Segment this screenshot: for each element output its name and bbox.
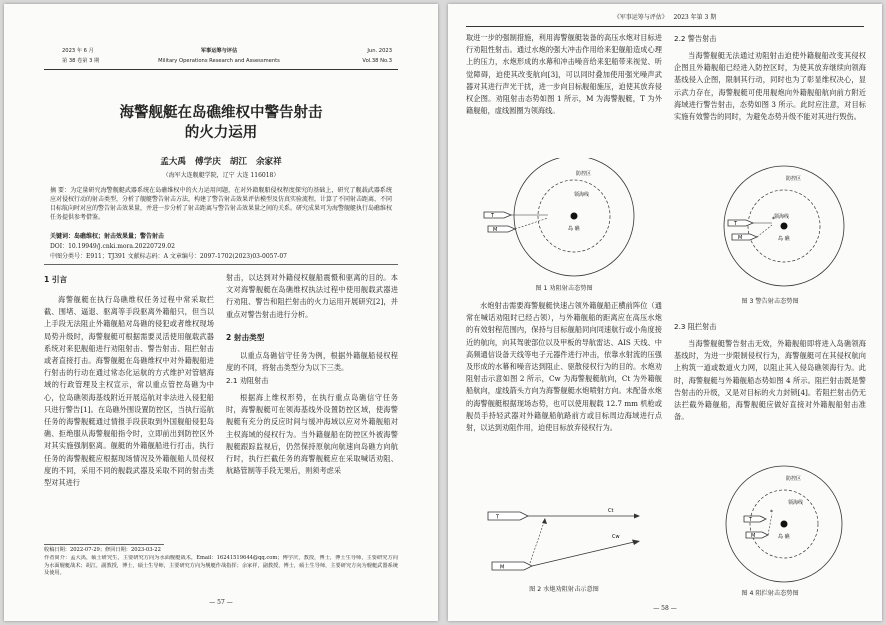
fig3-label-territorial: 领海线 — [774, 214, 790, 220]
section-2-body: 以重点岛礁信守任务为例，根据外籍舰船侵权程度的不同，将射击类型分为以下三类。 — [226, 351, 398, 373]
figure-1-caption: 图 1 劝阻射击态势图 — [535, 285, 593, 292]
section-1-body: 海警舰艇在执行岛礁维权任务过程中常采取拦截、围堵、逼退、驱离等手段驱离外籍船只，但当以上手段无法阻止外籍舰船对岛礁的侵犯或者维权现场局势升级时，海警舰艇可根据需要灵活使用舰载武器系统对来犯舰船进行劝阻射击、警告射击、阻拦射击或者直接打击。海警舰艇在岛礁维权中对外籍舰船进行射击的行动在通过常态化运航的方式维护对管辖海域的行政管理及主权宣示，常以重点管控岛礁为中心，位岛礁领海基线附近开展巡航对非法进入侵犯船只进行警告[1]。在岛礁外围设置防控区，当执行巡航任务的海警舰艇通过情报手段获取到外国舰船侵犯岛礁、拒绝服从海警舰船指令时，立即前出到防控区外对其实施强制驱离。舰艇的外籍舰船进行打击，执行任务的海警舰艇应根据现场情况及外籍舰船人员侵权度的不同，采用不同的舰载武器及采取不同的射击类型对其进行 — [44, 295, 214, 488]
paper-authors: 孟大禹 傅学庆 胡江 余家祥 — [160, 157, 282, 167]
fig4-fire-line — [768, 514, 772, 535]
fig4-ship-T — [744, 516, 766, 522]
paper-doi: DOI：10.19949/j.cnki.mora.20220729.02 — [50, 243, 175, 250]
figure-3-caption: 图 3 警告射击态势图 — [741, 298, 799, 305]
fig2-ship-T — [488, 512, 528, 520]
fig3-label-island: 岛 礁 — [778, 236, 790, 242]
paper-classification: 中图分类号：E911；TJ391 文献标志码：A 文章编号：2097-1702(2023)03-0057-07 — [50, 253, 287, 260]
fig2-Cw-arrow — [632, 540, 640, 546]
fig1-label-M: M — [493, 227, 498, 233]
header-right — [478, 13, 852, 22]
header-volume-en: Vol.38 No.3 — [362, 58, 392, 64]
fig1-label-defense-zone: 防控区 — [576, 171, 592, 177]
fig1-label-T: T — [491, 213, 495, 219]
fig3-ship-M — [732, 234, 757, 240]
page-number-right: — 58 — — [653, 605, 677, 612]
section-2-title: 2 射击类型 — [226, 333, 265, 342]
footnote-authors: 作者简介：孟大禹，硕士研究生，主要研究方向为水面舰艇战术，Email：16241519644@qq.com；傅学庆，教授，博士，博士生导师，主要研究方向为水面舰艇战术；胡江，副教授，博士，硕士生导师，主要研究方向为舰艇作战指挥；余家祥，副教授，博士，硕士生导师，主要研究方向为舰艇武器系统及使用。 — [44, 555, 398, 577]
col1-mid-text: 水炮射击需要海警舰艇快速占领外籍舰船正横前阵位（通常在喊话劝阻时已经占领），与外籍舰船的距离应在高压水炮的有效射程范围内，保持与目标舰船同向同速航行或小角度接近的航向，向其驾驶部位以及甲板的导航雷达、AIS 天线、中高频通信设备天线等电子元器件进行冲击，依靠水射流的压强及形成的水幕和噪音达到阻止、驱散侵权行为的目的。水炮劝阻射击示意如图 2 所示，Cw 为海警舰艇航向，Ct 为外籍舰船航向，虚线箭头方向为海警舰艇水炮喷射方向。未配备水炮的海警舰艇根据现场态势，也可以使用舰载 12.7 mm 机枪或舰员手持轻武器对外籍舰船航路前方或目标周边海域进行点射，以达到劝阻作用，迫使目标放弃侵权行为。 — [466, 301, 662, 433]
fig1-ship-T — [484, 212, 511, 218]
fig1-M-course — [515, 218, 548, 229]
fig2-label-T: T — [496, 514, 500, 521]
paper-title-line1: 海警舰艇在岛礁维权中警告射击 — [119, 105, 323, 121]
fig4-label-island: 岛 礁 — [778, 534, 790, 540]
fig4-label-M: M — [751, 533, 756, 539]
header-rule-right — [466, 26, 864, 27]
fig4-ship-M — [746, 532, 768, 538]
fig4-label-T: T — [749, 517, 753, 523]
fig2-label-Ct: Ct — [608, 508, 614, 514]
col1-top-text: 取进一步的强制措施，利用海警舰艇装备的高压水炮对目标进行劝阻性射击。通过水炮的强大冲击作用给来犯舰船造成心理上的压力，水炮形成的水幕和冲击噪音给来犯船带来视觉、听觉障碍，迫使其改变航向[3]，可以同时叠加使用强光噪声武器对其进行声光干扰，进一步向目标舰船施压，迫使其放弃侵权企图。劝阻射击态势如图 1 所示，M 为海警舰艇，T 为外籍舰船，虚线圆圈为领海线。 — [466, 33, 662, 116]
footnote-dates: 收稿日期：2022-07-29；修回日期：2023-03-22 — [44, 547, 161, 553]
section-2-2-title: 2.2 警告射击 — [674, 34, 717, 43]
fig1-label-territorial: 领海线 — [574, 192, 590, 198]
header-journal-cn: 军事运筹与评估 — [200, 48, 238, 54]
fig4-label-defense-zone: 防控区 — [786, 476, 802, 482]
section-2-3-title: 2.3 阻拦射击 — [674, 322, 717, 331]
figure-3 — [688, 164, 856, 292]
page-number-left: — 57 — — [209, 599, 233, 606]
fig2-Cw-line — [532, 542, 634, 566]
abstract-rule — [44, 264, 398, 265]
header-rule — [44, 69, 398, 70]
section-2-1-body: 根据海上维权形势，在执行重点岛礁信守任务时，海警舰艇可在领海基线外设置防控区域，使海警舰艇有充分的反应时间与缓冲海域以应对外籍舰船对主权海域的侵权行为。当外籍舰船在防控区外被海警舰艇跟踪监视后，仍然保持原航向航速向岛礁方向航行时，执行拦截任务的海警舰艇应在采取喊话劝阻、航路管制等手段无果后，则须考虑采 — [226, 393, 398, 476]
section-2-1-title: 2.1 劝阻射击 — [226, 376, 269, 385]
figure-4 — [688, 462, 856, 586]
fig3-label-M: M — [738, 235, 743, 241]
fig1-label-island: 岛 礁 — [568, 226, 580, 232]
fig2-Ct-arrow — [634, 514, 640, 519]
fig2-water-jet-line — [530, 522, 544, 563]
figure-2 — [484, 506, 652, 578]
fig3-island — [781, 223, 788, 230]
paper-title-line2: 的火力运用 — [184, 125, 258, 141]
section-2-3-body: 当海警舰艇警告射击无效，外籍舰船即将进入岛礁领海基线时，为进一步限制侵权行为，海警舰艇可在其侵权航向上构筑一道或数道火力网，以阻止其入侵岛礁领海行为。此时，海警舰艇与外籍舰船态势如图 4 所示。阻拦射击既是警告射击的升级，又是对目标的火力封锁[4]。若阻拦射击仍无法拦截外籍舰船，海警舰艇应做好直接对外籍舰船射击准备。 — [674, 339, 866, 422]
left-page — [4, 4, 438, 621]
fig4-island — [781, 521, 788, 528]
header-journal-en: Military Operations Research and Assessments — [158, 58, 280, 64]
fig3-label-T: T — [734, 221, 738, 227]
fig2-ship-M — [492, 562, 532, 570]
header-date-en: Jun. 2023 — [367, 48, 392, 54]
figure-1 — [478, 158, 654, 280]
section-1-title: 1 引言 — [44, 275, 68, 284]
fig2-label-Cw: Cw — [612, 534, 620, 540]
paper-abstract: 摘 要：为定量研究海警舰艇武器系统在岛礁维权中的火力运用问题，在对外籍舰船侵权程度探究的基础上，研究了舰载武器系统应对侵权行动的射击类型，分析了舰艇警告射击方法，构建了警告射击效果评估模型及仿真实验流程，计算了不同射击距离、不同目标航向时对应的警告射击效果量，并进一步分析了射击距离与警告射击效果量之间的关系。研究成果可为海警舰艇执行岛礁维权任务提供参考借鉴。 — [50, 187, 392, 221]
fig3-ship-T — [728, 220, 753, 226]
fig1-island — [571, 213, 578, 220]
col2-intro-text: 射击，以达到对外籍侵权舰船震慑和驱离的目的。本文对海警舰艇在岛礁维权执法过程中使用舰载武器进行劝阻、警告和阻拦射击的火力运用开展研究[2]，并重点对警告射击进行分析。 — [226, 273, 398, 319]
right-page — [448, 4, 882, 621]
header-journal: 《军事运筹与评估》 — [613, 14, 668, 21]
figure-4-caption: 图 4 阻拦射击态势图 — [741, 590, 799, 597]
footnote-rule — [44, 544, 164, 545]
fig4-label-territorial: 领海线 — [788, 500, 804, 506]
header-date: 2023 年 6 月 — [62, 48, 94, 54]
fig2-label-M: M — [500, 564, 505, 571]
section-2-2-body: 当海警舰艇无法通过劝阻射击迫使外籍舰船改变其侵权企图且外籍舰船已经进入防控区时，为使其放弃继续向领海基线侵入企图，限制其行动，同时也为了彰显维权决心，显示武力存在，海警舰艇可使用舰炮向外籍舰船航向前方附近海域进行警告射击，态势如图 3 所示。此时应注意，对目标实施有效警告的同时，为避免态势升级不能对其进行毁伤。 — [674, 51, 866, 122]
fig3-splash-mark: * — [772, 216, 775, 223]
paper-affiliation: （海军大连舰艇学院，辽宁 大连 116018） — [162, 172, 280, 179]
fig3-fire-line — [757, 225, 772, 237]
fig4-barrier-mark: * — [770, 509, 773, 516]
figure-2-caption: 图 2 水炮劝阻射击示意图 — [529, 586, 599, 593]
header-volume-cn: 第 38 卷第 3 期 — [62, 58, 100, 64]
header-issue: 2023 年第 3 期 — [673, 14, 717, 21]
fig2-water-jet-arrow — [542, 518, 547, 524]
paper-keywords: 关键词：岛礁维权；射击效果量；警告射击 — [50, 233, 165, 240]
fig3-label-defense-zone: 防控区 — [786, 176, 802, 182]
